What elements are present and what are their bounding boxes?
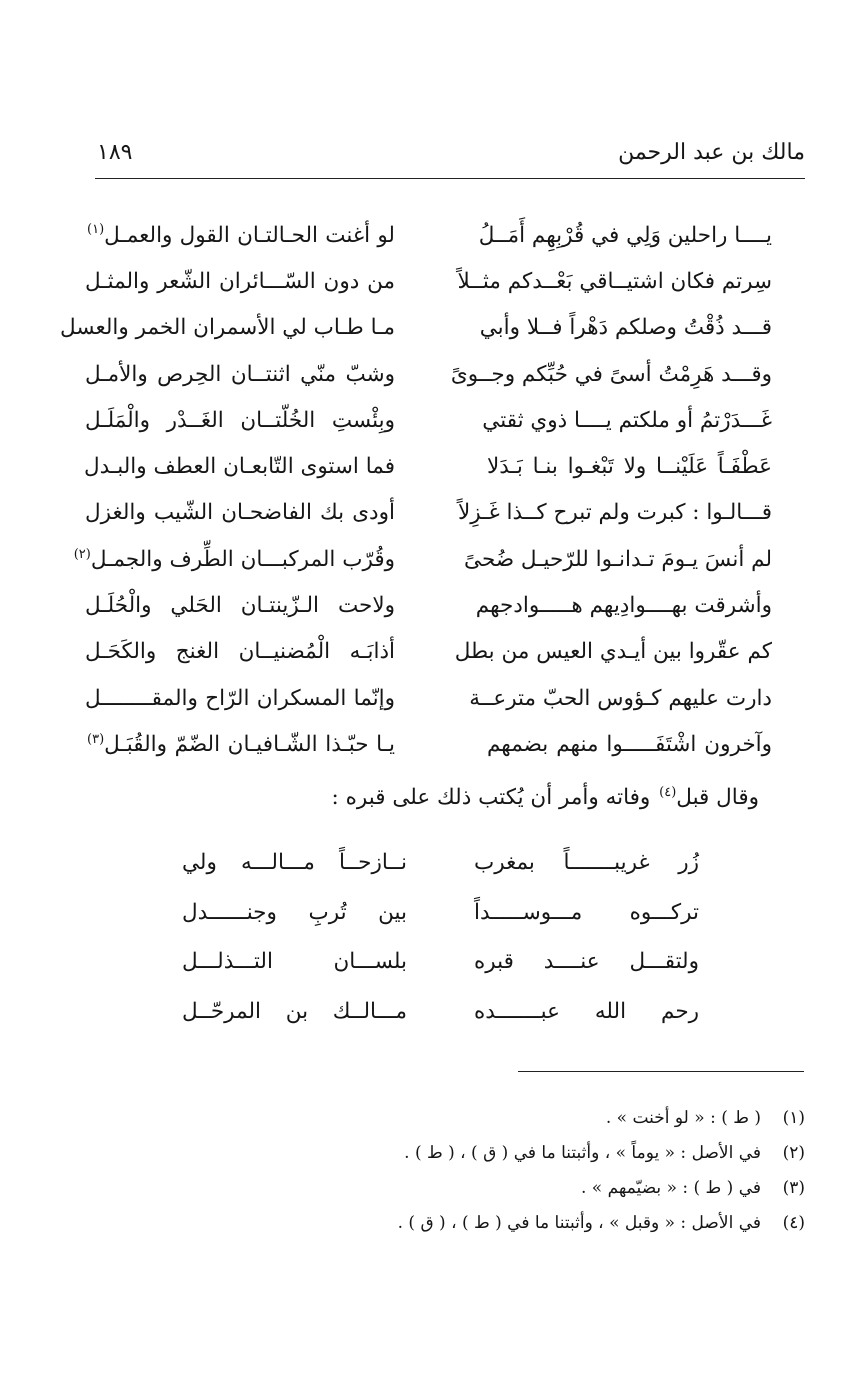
footnote-marker[interactable]: (٢) — [73, 546, 91, 562]
verse-second-hemistich: أذابَـه الْمُضنيــان الغنج والكَحَـل — [85, 639, 395, 665]
epitaph-line — [182, 987, 699, 1037]
verse-second-hemistich — [85, 223, 395, 248]
verse-first-hemistich: لم أنسَ يـومَ تـدانـوا للرّحيـل ضُحىً — [464, 546, 772, 572]
epitaph-first-hemistich: زُر غريبـــــــاً بمغرب — [474, 850, 699, 876]
verse-line — [85, 629, 772, 675]
verse-second-hemistich: من دون السّـــائران الشّعر والمثـل — [85, 268, 395, 294]
running-head — [95, 138, 805, 179]
footnote-marker[interactable]: (١) — [87, 222, 105, 238]
verse-first-hemistich: قـــالـوا : كبرت ولم تبرح كــذا غَـزِلاً — [458, 500, 772, 526]
verse-line — [85, 582, 772, 628]
verse-second-hemistich: وشبّ منّي اثنتــان الحِرص والأمـل — [85, 361, 395, 387]
epitaph-intro — [332, 785, 759, 810]
verse-first-hemistich: قـــد ذُقْتُ وصلكم دَهْراً فــلا وأبي — [479, 315, 772, 341]
footnote — [398, 1170, 805, 1205]
epitaph-second-hemistich: بين تُربِ وجنــــــدل — [182, 899, 407, 925]
verse-second-hemistich: وإنّما المسكران الرّاح والمقــــــــل — [85, 685, 395, 711]
verse-line — [85, 258, 772, 304]
epitaph-line — [182, 838, 699, 888]
verse-text: يـا حبّـذا الشّـافيـان الضّمّ والقُبَـل — [104, 731, 395, 757]
verse-line — [85, 397, 772, 443]
poem — [60, 212, 772, 768]
verse-first-hemistich: دارت عليهم كـؤوس الحبّ مترعــة — [469, 685, 772, 711]
epitaph-first-hemistich: تركـــوه مـــوســـــداً — [474, 899, 699, 925]
running-title: مالك بن عبد الرحمن — [618, 140, 805, 165]
footnote — [398, 1205, 805, 1240]
epitaph-first-hemistich: ولتقـــل عنــــد قبره — [474, 949, 699, 975]
verse-second-hemistich: أودى بك الفاضحـان الشّيب والغزل — [85, 500, 395, 526]
footnote-text: في الأصل : « يوماً » ، وأثبتنا ما في ( ق ) ، ( ط ) . — [404, 1142, 761, 1163]
verse-first-hemistich: كم عقّروا بين أيـدي العيس من بطل — [454, 639, 772, 665]
verse-second-hemistich — [73, 546, 395, 572]
footnote-number: (٤) — [782, 1212, 805, 1233]
verse-first-hemistich: وآخرون اشْتَفَـــــوا منهم بضمهم — [487, 731, 772, 757]
epitaph-second-hemistich: بلســـان التـــذلـــل — [182, 949, 407, 975]
footnotes — [398, 1100, 805, 1240]
verse-line — [85, 212, 772, 258]
verse-second-hemistich — [85, 732, 395, 757]
intro-text-after: وفاته وأمر أن يُكتب ذلك على قبره : — [331, 785, 658, 810]
verse-first-hemistich: عَطْفَـاً عَلَيْنــا ولا تَبْغـوا بنـا بَـدَلا — [487, 454, 772, 480]
verse-first-hemistich: سِرتم فكان اشتيــاقي بَعْــدكم مثــلاً — [457, 268, 772, 294]
epitaph-second-hemistich: مـــالــك بن المرحّــل — [182, 998, 407, 1024]
footnote — [398, 1100, 805, 1135]
epitaph-line — [182, 937, 699, 987]
epitaph-poem — [182, 838, 699, 1036]
footnote-number: (١) — [782, 1107, 805, 1128]
footnote-text: في ( ط ) : « بضيّمهم » . — [580, 1177, 761, 1198]
verse-line — [85, 351, 772, 397]
footnote-marker[interactable]: (٤) — [659, 784, 677, 800]
epitaph-line — [182, 888, 699, 938]
footnote-number: (٣) — [782, 1177, 805, 1198]
verse-line — [85, 443, 772, 489]
verse-line — [85, 721, 772, 767]
verse-second-hemistich: فما استوى التّابعـان العطف والبـدل — [84, 454, 395, 480]
verse-line — [85, 675, 772, 721]
verse-line — [73, 536, 772, 582]
verse-line — [60, 305, 772, 351]
verse-text: وقُرّب المركبـــان الطِّرف والجمـل — [90, 546, 395, 572]
footnote-divider — [518, 1071, 804, 1072]
verse-text: لو أغنت الحـالتـان القول والعمـل — [104, 222, 395, 248]
footnote-text: ( ط ) : « لو أخنت » . — [605, 1107, 761, 1128]
verse-second-hemistich: ولاحت الـزّينتـان الحَلي والْحُلَـل — [85, 593, 395, 619]
verse-first-hemistich: غَـــدَرْتمُ أو ملكتم يــــا ذوي ثقتي — [482, 407, 772, 433]
footnote-marker[interactable]: (٣) — [87, 731, 105, 747]
verse-first-hemistich: وقـــد هَرِمْتُ أسىً في حُبِّكم وجــوىً — [450, 361, 772, 387]
verse-second-hemistich: مـا طـاب لي الأسمران الخمر والعسل — [60, 315, 395, 341]
verse-line — [85, 490, 772, 536]
verse-second-hemistich: وبِئْستِ الخُلّتــان الغَــدْر والْمَلَـل — [85, 407, 395, 433]
page-number: ١٨٩ — [97, 140, 133, 165]
verse-first-hemistich: يــــا راحلين وَلِي في قُرْبِهِم أَمَــلُ — [478, 222, 772, 248]
footnote — [398, 1135, 805, 1170]
intro-text-before: وقال قبل — [676, 785, 759, 810]
verse-first-hemistich: وأشرقت بهــــوادِيهم هـــــوادجهم — [475, 593, 772, 619]
epitaph-first-hemistich: رحم الله عبـــــــده — [474, 998, 699, 1024]
epitaph-second-hemistich: نــازحــاً مـــالـــه ولي — [182, 850, 407, 876]
footnote-text: في الأصل : « وقبل » ، وأثبتنا ما في ( ط ) ، ( ق ) . — [397, 1212, 761, 1233]
footnote-number: (٢) — [782, 1142, 805, 1163]
